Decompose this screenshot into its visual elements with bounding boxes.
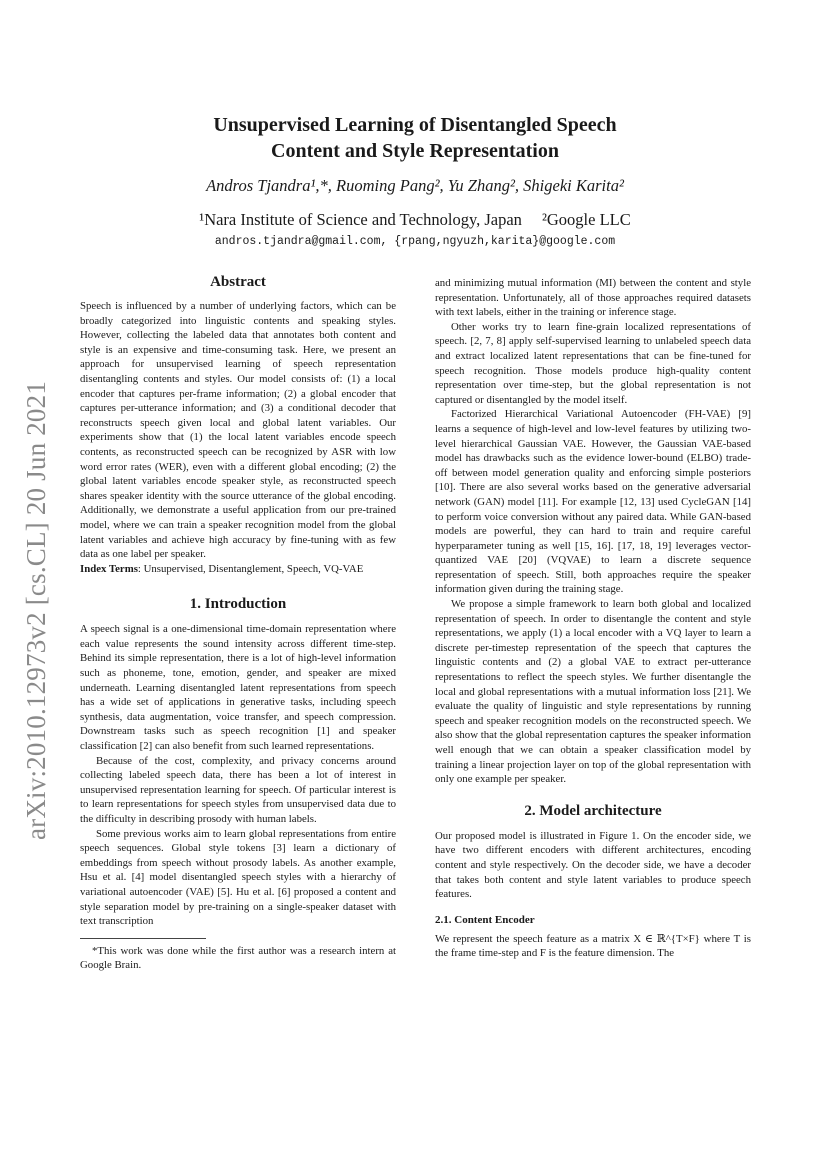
left-column bbox=[80, 274, 396, 973]
right-paragraph-1: and minimizing mutual information (MI) between the content and style representation. Unfortunately, all of those approaches required datasets with text labels, either in the training or inference stage. bbox=[435, 277, 751, 319]
index-terms bbox=[80, 562, 396, 577]
arxiv-identifier bbox=[22, 370, 52, 850]
content-encoder-paragraph: We represent the speech feature as a matrix X ∈ ℝ^{T×F} where T is the frame time-step and F is the feature dimension. The bbox=[435, 932, 751, 960]
author-emails: andros.tjandra@gmail.com, {rpang,ngyuzh,karita}@google.com bbox=[214, 235, 616, 248]
introduction-paragraph-2: Because of the cost, complexity, and privacy concerns around collecting labeled speech data, there has been a lot of interest in unsupervised representation learning for speech. Of particular interest is to learn representations for speech styles from unsupervised data due to the difficulty in describing prosody with human labels. bbox=[80, 754, 396, 825]
affiliation-naist: ¹Nara Institute of Science and Technology, Japan bbox=[199, 210, 522, 229]
footnote-divider bbox=[80, 938, 206, 939]
affiliation-google: ²Google LLC bbox=[541, 210, 631, 229]
abstract-heading: Abstract bbox=[210, 274, 266, 290]
right-paragraph-2: Other works try to learn fine-grain localized representations of speech. [2, 7, 8] apply self-supervised learning to unlabeled speech data and extract localized latent representations that can be fine-tuned for speech recognition. Those models produce high-quality content representation over time-step, but the global representation is not captured or disentangled by the model itself. bbox=[435, 320, 751, 406]
introduction-paragraph-3: Some previous works aim to learn global representations from entire speech sequences. Global style tokens [3] learn a dictionary of embeddings from speech without prosody labels. As another example, Hsu et al. [4] model disentangled speech styles with a hierarchy of variational autoencoder (VAE) [5]. Hu et al. [6] proposed a content and style separation model by pre-training on a single-speaker dataset with text transcription bbox=[80, 827, 396, 928]
model-architecture-paragraph-1: Our proposed model is illustrated in Figure 1. On the encoder side, we have two different encoders with different architectures, encoding content and style respectively. On the decoder side, we have a decoder that takes both content and style latent variables to produce speech features. bbox=[435, 829, 751, 901]
author-list: Andros Tjandra¹,*, Ruoming Pang², Yu Zhang², Shigeki Karita² bbox=[206, 176, 624, 195]
right-paragraph-3: Factorized Hierarchical Variational Autoencoder (FH-VAE) [9] learns a sequence of high-level and low-level features by utilizing two-level hierarchical Gaussian VAE. However, the Gaussian VAE-based model has drawbacks such as the evidence lower-bound (ELBO) trade-off between model generation quality and enforcing simple posteriors [10]. There are also several works based on the generative adversarial network (GAN) model [11]. For example [12, 13] used CycleGAN [14] to perform voice conversion without any paired data. While GAN-based models are powerful, they can hard to train and require careful hyperparameter tuning as well [15, 16]. [17, 18, 19] leverages vector-quantized VAE [20] (VQVAE) to learn a discrete sequence representation of speech. Still, both approaches require the speaker information given during the training stage. bbox=[435, 408, 751, 596]
title-line-1: Unsupervised Learning of Disentangled Speech bbox=[213, 114, 617, 136]
right-column bbox=[435, 276, 751, 961]
footnote-text: *This work was done while the first author was a research intern at Google Brain. bbox=[80, 944, 396, 972]
introduction-heading: 1. Introduction bbox=[189, 596, 287, 613]
model-architecture-heading: 2. Model architecture bbox=[524, 802, 662, 819]
arxiv-stamp-text: arXiv:2010.12973v2 [cs.CL] 20 Jun 2021 bbox=[21, 380, 52, 840]
right-paragraph-4: We propose a simple framework to learn both global and localized representation of speech. In order to disentangle the content and style representations, we apply (1) a local encoder with a VQ layer to learn a discrete per-timestep representation of the speech that captures the linguistic contents and (2) a global VAE to extract per-utterance representations to reflect the speech styles. We further disentangle the local and global representations with a mutual information loss [21]. We evaluate the quality of linguistic and style representations by running speech and speaker recognition models on the reconstructed speech. We also show that the global representation captures the speaker information well enough that we can obtain a speaker classification model by training a linear projection layer on top of the global representation with only one example per speaker. bbox=[435, 598, 751, 786]
index-terms-label: Index Terms bbox=[80, 562, 138, 575]
introduction-paragraph-1: A speech signal is a one-dimensional time-domain representation where each value represents the sound intensity across different time-step. Behind its simple representation, there is a lot of high-level information such as phoneme, tone, emotion, gender, and speaker are mixed underneath. Learning disentangled latent representations from speech has a wide set of applications in generative tasks, including speech synthesis, data augmentation, voice transfer, and speech compression. Downstream tasks such as speech recognition [1] and speaker classification [2] can also benefit from such learned representations. bbox=[80, 623, 396, 753]
content-encoder-subheading: 2.1. Content Encoder bbox=[435, 913, 535, 926]
title-line-2: Content and Style Representation bbox=[271, 140, 559, 162]
abstract-body: Speech is influenced by a number of underlying factors, which can be broadly categorized into linguistic contents and speaking styles. However, collecting the labeled data that annotates both content and style is an expensive and time-consuming task. Here, we present an approach for unsupervised learning of speech representation disentangling contents and styles. Our model consists of: (1) a local encoder that captures per-frame information; (2) a global encoder that captures per-utterance information; and (3) a conditional decoder that reconstructs speech given local and global latent variables. Our experiments show that (1) the local latent variables encode speech contents, as reconstructed speech can be recognized by ASR with low word error rates (WER), even with a different global encoding; (2) the global latent variables encode speaker style, as reconstructed speech shares speaker identity with the source utterance of the global encoding. Additionally, we demonstrate a useful application from our pre-trained model, where we can train a speaker recognition model from the global latent variables and achieve high accuracy by fine-tuning with as few data as one label per speaker. bbox=[80, 300, 396, 561]
affiliations bbox=[120, 210, 710, 230]
paper-title bbox=[150, 112, 680, 164]
index-terms-list: : Unsupervised, Disentanglement, Speech, VQ-VAE bbox=[137, 562, 364, 575]
footnote bbox=[80, 944, 396, 973]
